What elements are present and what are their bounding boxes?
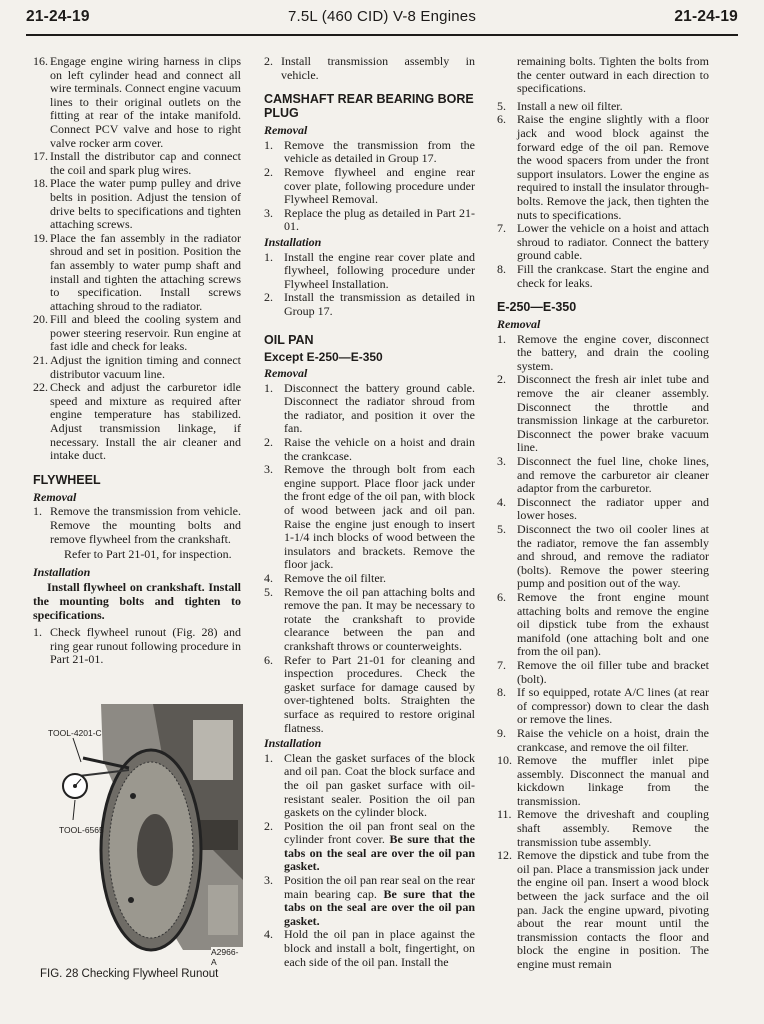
- step-number: 3.: [497, 454, 506, 469]
- procedure-step: [497, 727, 709, 754]
- step-number: 8.: [497, 685, 506, 700]
- step-text-body: Raise the vehicle on a hoist and drain the crankcase.: [284, 435, 475, 463]
- procedure-step: [497, 100, 709, 114]
- step-text: [517, 686, 709, 727]
- step-text-body: Hold the oil pan in place against the block and install a bolt, fingertight, on each side of the oil pan. Install the: [284, 927, 475, 969]
- procedure-step: [264, 654, 475, 736]
- step-text-body: Clean the gasket surfaces of the block and oil pan. Coat the block surface and the oil pan gasket surface with oil-resistant sealer. Position the oil pan gaskets on the cylinder block.: [284, 750, 475, 820]
- step-number: 5.: [497, 98, 506, 113]
- step-text: [50, 55, 241, 150]
- step-text-body: Engage engine wiring harness in clips on left cylinder head and connect all wire terminals. Connect engine vacuum lines to their original outlets on the fitting at rear of the intake manifold. Connect PCV valve and hose to right valve rocker arm cover.: [50, 54, 241, 150]
- procedure-step: [497, 686, 709, 727]
- step-text: [517, 808, 709, 849]
- step-text: [284, 586, 475, 654]
- flywheel-runout-figure: [33, 700, 243, 967]
- oil-pan-installation-label: Installation: [264, 736, 322, 751]
- step-text: [517, 373, 709, 455]
- step-text-body: Remove the transmission from the vehicle as detailed in Group 17.: [284, 137, 475, 166]
- step-text-body: Disconnect the battery ground cable. Disconnect the radiator shroud from the radiator, and position it over the fan.: [284, 380, 475, 436]
- procedure-step: [264, 251, 475, 292]
- camshaft-installation-label: Installation: [264, 234, 322, 249]
- step-number: 21.: [33, 353, 48, 368]
- flywheel-installation-label: Installation: [33, 564, 91, 579]
- step-number: 12.: [497, 848, 512, 863]
- oil-pan-installation-steps: [264, 752, 475, 970]
- procedure-step: [264, 463, 475, 572]
- step-text-body: Remove the oil filter.: [284, 571, 386, 585]
- procedure-step: [33, 177, 241, 231]
- step-number: 4.: [497, 494, 506, 509]
- oil-pan-removal-label: Removal: [264, 366, 308, 381]
- continued-text: remaining bolts. Tighten the bolts from the center outward in each direction to specifications.: [517, 54, 709, 96]
- flywheel-removal-label: Removal: [33, 489, 77, 504]
- step-number: 2.: [497, 372, 506, 387]
- step-number: 17.: [33, 149, 48, 164]
- flywheel-removal-step: [33, 505, 241, 546]
- step-number: 2.: [264, 164, 273, 179]
- step-number: 2.: [264, 435, 273, 450]
- flywheel-heading: FLYWHEEL: [33, 472, 101, 487]
- step-text: [284, 874, 475, 928]
- procedure-step: [264, 139, 475, 166]
- step-text: [517, 263, 709, 290]
- step-number: 1.: [264, 380, 273, 395]
- step-number: 6.: [264, 652, 273, 667]
- column-3: [497, 55, 709, 972]
- step-text: [284, 166, 475, 207]
- procedure-step: [497, 113, 709, 222]
- step-text-body: Install the distributor cap and connect the coil and spark plug wires.: [50, 149, 241, 177]
- step-text-body: Lower the vehicle on a hoist and attach shroud to radiator. Connect the battery ground cable.: [517, 221, 709, 263]
- step-number: 9.: [497, 725, 506, 740]
- step-text: [284, 382, 475, 436]
- step-text-body: Disconnect the two oil cooler lines at the radiator, remove the fan assembly and shroud, and remove the radiator (bolts). Remove the power steering pump and position out of the way.: [517, 522, 709, 591]
- step-text-body: Fill and bleed the cooling system and power steering reservoir. Run engine at fast idle and check for leaks.: [50, 312, 241, 354]
- step-text: [517, 113, 709, 222]
- flywheel-install-step: [33, 626, 241, 667]
- procedure-step: [497, 808, 709, 849]
- procedure-step: [497, 849, 709, 971]
- step-text: [517, 222, 709, 263]
- step-text-body: Remove the engine cover, disconnect the battery, and drain the cooling system.: [517, 331, 709, 373]
- step-number: 1.: [33, 504, 42, 519]
- oil-pan-removal-steps: [264, 382, 475, 735]
- step-text-body: Place the fan assembly in the radiator shroud and set in position. Position the fan assembly to water pump shaft and install and tighten the attaching screws to specification. Install screws attaching shroud to the radiator.: [50, 230, 241, 313]
- step-text-body: Position the oil pan front seal on the cylinder front cover.: [284, 818, 475, 847]
- step-text: [284, 291, 475, 318]
- step-warning: Be sure that the tabs on the seal are over the oil pan gasket.: [284, 886, 475, 928]
- procedure-step: [264, 752, 475, 820]
- step-text: [284, 820, 475, 874]
- page-header: [26, 0, 738, 36]
- e250-removal-steps: [497, 333, 709, 972]
- step-text: Install transmission assembly in vehicle.: [281, 54, 475, 82]
- step-text-body: Remove the through bolt from each engine support. Place floor jack under the front edge of the oil pan, with block of wood between jack and oil pan. Raise the engine just enough to insert 1-1/4 inch blocks of wood between the insulators and brackets. Remove the floor jack.: [284, 462, 475, 572]
- procedure-step: [497, 222, 709, 263]
- step-text-body: Remove the oil pan attaching bolts and remove the pan. It may be necessary to rotate the crankshaft to provide clearance between the pan and crankshaft throws or counterweights.: [284, 584, 475, 653]
- flywheel-install-note: Install flywheel on crankshaft. Install the mounting bolts and tighten to specifications.: [33, 580, 241, 622]
- step-text: [284, 436, 475, 463]
- step-text-body: Place the water pump pulley and drive belts in position. Adjust the tension of drive belts to specifications and tighten attaching screws.: [50, 176, 241, 232]
- e250-e350-heading: E-250—E-350: [497, 300, 577, 315]
- step-number: 1.: [264, 249, 273, 264]
- oil-pan-install-steps-cont: [497, 100, 709, 290]
- step-text: [284, 928, 475, 969]
- step-text: [50, 354, 241, 381]
- step-warning: Be sure that the tabs on the seal are over the oil pan gasket.: [284, 832, 475, 874]
- step-text-body: Raise the vehicle on a hoist, drain the crankcase, and remove the oil filter.: [517, 725, 709, 754]
- step-number: 22.: [33, 380, 48, 395]
- page-number-left: 21-24-19: [26, 8, 90, 25]
- step-text-body: Remove the muffler inlet pipe assembly. Disconnect the manual and kickdown linkage from the transmission.: [517, 753, 709, 808]
- procedure-step: [497, 754, 709, 808]
- step-text: [284, 139, 475, 166]
- page-number-right: 21-24-19: [674, 8, 738, 25]
- step-number: 4.: [264, 571, 273, 585]
- procedure-step: [33, 313, 241, 354]
- step-text-body: Position the oil pan rear seal on the rear main bearing cap.: [284, 873, 475, 901]
- step-text-body: Refer to Part 21-01 for cleaning and inspection procedures. Check the gasket surface for damage caused by over-tightened bolts. Straighten the surface as required to restore original flatness.: [284, 652, 475, 735]
- step-text-body: Disconnect the radiator upper and lower hoses.: [517, 494, 709, 523]
- step-number: 2.: [264, 54, 273, 68]
- step-number: 20.: [33, 312, 48, 327]
- procedure-step: [264, 207, 475, 234]
- procedure-step: [264, 874, 475, 928]
- step-number: 1.: [497, 331, 506, 346]
- camshaft-removal-steps: [264, 139, 475, 234]
- step-text-body: If so equipped, rotate A/C lines (at rear of compressor) down to clear the dash or remove the lines.: [517, 685, 709, 727]
- step-number: 3.: [264, 205, 273, 220]
- tool-6565-label: TOOL-6565: [59, 825, 104, 835]
- step-text: [517, 727, 709, 754]
- step-text: [50, 381, 241, 463]
- oil-pan-heading: OIL PAN: [264, 332, 314, 347]
- step-text-body: Install the transmission as detailed in Group 17.: [284, 290, 475, 318]
- step-text: [284, 463, 475, 572]
- procedure-step: [497, 263, 709, 290]
- step-text: [284, 207, 475, 234]
- step-text-body: Adjust the ignition timing and connect distributor vacuum line.: [50, 353, 241, 381]
- step-number: 7.: [497, 657, 506, 672]
- procedure-step: [33, 55, 241, 150]
- step-text-body: Remove flywheel and engine rear cover plate, following procedure under Flywheel Removal.: [284, 164, 475, 207]
- step-number: 2.: [264, 818, 273, 833]
- install-transmission-step: [264, 55, 475, 82]
- step-text: Remove the transmission from vehicle. Remove the mounting bolts and remove flywheel from the crankshaft.: [50, 504, 241, 546]
- step-text: [284, 654, 475, 736]
- step-text: [517, 455, 709, 496]
- step-text-body: Remove the oil filler tube and bracket (bolt).: [517, 657, 709, 686]
- column-1: [33, 55, 241, 667]
- step-number: 1.: [33, 625, 42, 640]
- step-text: [284, 752, 475, 820]
- step-text-body: Install a new oil filter.: [517, 98, 623, 113]
- step-number: 7.: [497, 221, 506, 236]
- procedure-step: [264, 436, 475, 463]
- step-number: 19.: [33, 230, 48, 245]
- step-text-body: Check and adjust the carburetor idle speed and mixture as required after engine temperature has stabilized. Adjust transmission linkage, if necessary. Install the air cleaner and intake duct.: [50, 380, 241, 463]
- step-number: 3.: [264, 462, 273, 477]
- step-text-body: Raise the engine slightly with a floor jack and wood block against the forward edge of the oil pan. Remove the wood spacers from under the front support insulators. Lower the engine as required to install the insulator through-bolts. Remove the jack, then tighten the nuts to specifications.: [517, 112, 709, 222]
- procedure-step: [497, 455, 709, 496]
- procedure-step: [497, 373, 709, 455]
- step-number: 10.: [497, 753, 512, 768]
- figure-caption: FIG. 28 Checking Flywheel Runout: [40, 968, 219, 980]
- step-number: 18.: [33, 176, 48, 191]
- step-text: [517, 333, 709, 374]
- procedure-step: [497, 496, 709, 523]
- tool-4201-label: TOOL-4201-C: [48, 728, 102, 738]
- procedure-step: [264, 166, 475, 207]
- step-number: 1.: [264, 137, 273, 152]
- oil-pan-subheading: Except E-250—E-350: [264, 349, 383, 364]
- column-2: [264, 55, 475, 969]
- step-number: 5.: [497, 522, 506, 536]
- chapter-title: 7.5L (460 CID) V-8 Engines: [287, 8, 477, 25]
- procedure-step: [264, 928, 475, 969]
- step-text: [50, 177, 241, 231]
- step-text: [517, 849, 709, 971]
- procedure-step: [33, 150, 241, 177]
- procedure-step: [264, 820, 475, 874]
- camshaft-installation-steps: [264, 251, 475, 319]
- step-text-body: Remove the driveshaft and coupling shaft assembly. Remove the transmission tube assembly.: [517, 807, 709, 849]
- step-number: 6.: [497, 589, 506, 604]
- step-text-body: Remove the dipstick and tube from the oil pan. Place a transmission jack under the engine oil pan. Insert a wood block between the jack surface and the oil pan. Jack the engine upward, pivoting about the rear mount until the transmission contacts the floor and block the engine in position. The engine must remain: [517, 848, 709, 971]
- step-text: [517, 659, 709, 686]
- reinstall-steps: [33, 55, 241, 463]
- step-number: 5.: [264, 584, 273, 599]
- flywheel-refer-note: Refer to Part 21-01, for inspection.: [64, 547, 232, 562]
- camshaft-plug-heading: CAMSHAFT REAR BEARING BORE PLUG: [264, 92, 474, 121]
- e250-removal-label: Removal: [497, 317, 541, 332]
- step-text-body: Disconnect the fuel line, choke lines, and remove the carburetor air cleaner adaptor from the carburetor.: [517, 454, 709, 496]
- step-text: [50, 232, 241, 314]
- step-text: [50, 313, 241, 354]
- procedure-step: [264, 572, 475, 586]
- procedure-step: [33, 354, 241, 381]
- procedure-step: [497, 523, 709, 591]
- step-number: 16.: [33, 54, 48, 68]
- procedure-step: [264, 382, 475, 436]
- step-text-body: Replace the plug as detailed in Part 21-01.: [284, 205, 475, 234]
- step-number: 11.: [497, 807, 512, 822]
- step-number: 6.: [497, 112, 506, 127]
- step-number: 1.: [264, 750, 273, 765]
- step-text: [284, 572, 475, 586]
- step-text: [517, 496, 709, 523]
- camshaft-removal-label: Removal: [264, 123, 308, 138]
- step-text-body: Fill the crankcase. Start the engine and check for leaks.: [517, 261, 709, 290]
- step-number: 4.: [264, 927, 273, 942]
- step-text: [50, 150, 241, 177]
- procedure-step: [33, 381, 241, 463]
- step-text: [284, 251, 475, 292]
- step-text-body: Install the engine rear cover plate and flywheel, following procedure under Flywheel Installation.: [284, 249, 475, 291]
- figure-code-label: A2966-A: [211, 947, 243, 967]
- step-text: [517, 523, 709, 591]
- step-text: [517, 754, 709, 808]
- step-text: [517, 591, 709, 659]
- procedure-step: [264, 291, 475, 318]
- step-text: Check flywheel runout (Fig. 28) and ring gear runout following procedure in Part 21-01.: [50, 625, 241, 667]
- step-number: 3.: [264, 873, 273, 888]
- procedure-step: [497, 591, 709, 659]
- procedure-step: [264, 586, 475, 654]
- step-number: 2.: [264, 290, 273, 305]
- step-text-body: Remove the front engine mount attaching bolts and remove the engine oil dipstick tube from the exhaust manifold (one attaching bolt and one from the oil pan).: [517, 589, 709, 659]
- procedure-step: [497, 333, 709, 374]
- step-text-body: Disconnect the fresh air inlet tube and remove the air cleaner assembly. Disconnect the throttle and transmission linkage at the carburetor. Disconnect the power brake vacuum line.: [517, 372, 709, 455]
- step-text: [517, 100, 709, 114]
- step-number: 8.: [497, 261, 506, 276]
- procedure-step: [33, 232, 241, 314]
- procedure-step: [497, 659, 709, 686]
